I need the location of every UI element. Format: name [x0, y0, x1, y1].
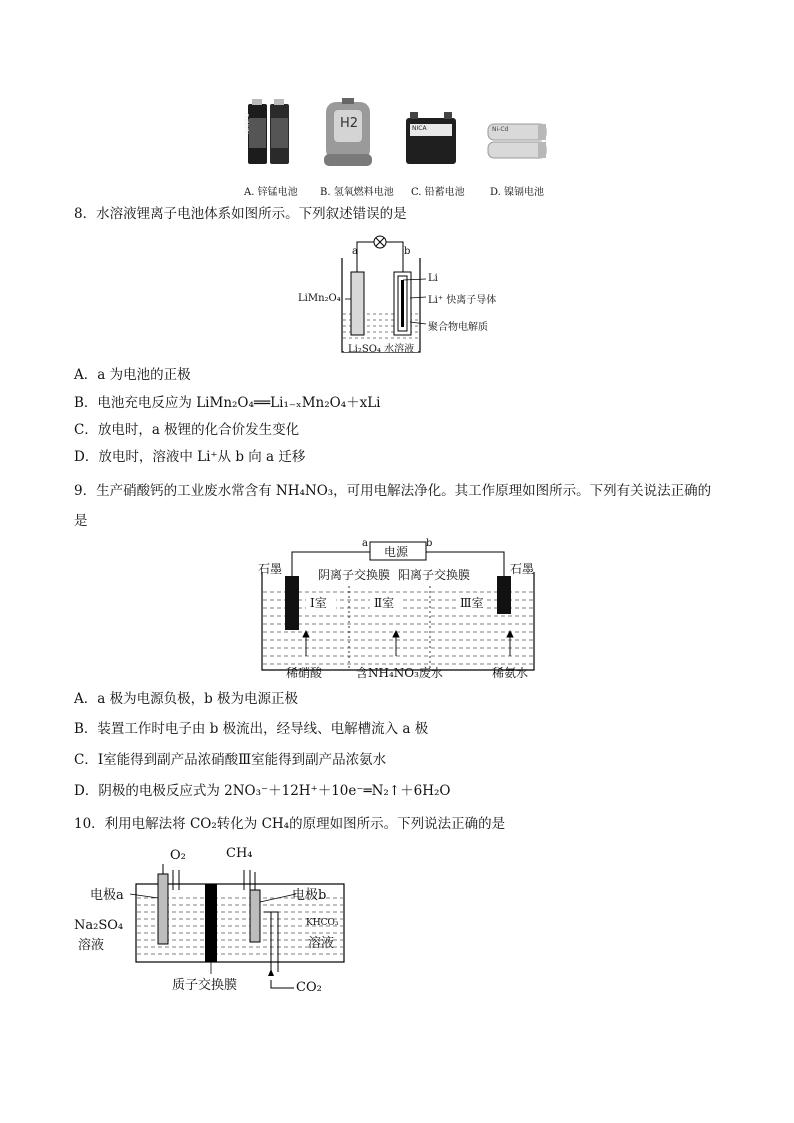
- q8-diagram: [290, 232, 520, 357]
- caption-d: D. 镍镉电池: [490, 187, 545, 198]
- q8-label-polymer: 聚合物电解质: [428, 322, 488, 333]
- fuel-cell-mark: H2: [340, 116, 359, 131]
- q9-room-3: Ⅲ室: [460, 596, 484, 610]
- battery-images: [240, 96, 560, 196]
- nickel-cadmium-mark: Ni-Cd: [492, 126, 509, 133]
- q9-dilute-nitric-acid: 稀硝酸: [286, 666, 323, 680]
- q9-anion-membrane: 阴离子交换膜: [318, 568, 391, 582]
- question-8-option-c: C．放电时，a 极锂的化合价发生变化: [74, 422, 300, 438]
- q8-label-b: b: [404, 246, 411, 257]
- q9-label-b: b: [426, 538, 433, 549]
- q9-label-a: a: [362, 538, 368, 549]
- question-9-stem-line1: 9．生产硝酸钙的工业废水常含有 NH₄NO₃，可用电解法净化。其工作原理如图所示。下列有关说法正确的: [74, 483, 712, 499]
- q8-label-a: a: [352, 246, 358, 257]
- q10-membrane-label: 质子交换膜: [172, 978, 238, 993]
- q9-room-1: Ⅰ室: [310, 596, 327, 610]
- question-8-stem: 8．水溶液锂离子电池体系如图所示。下列叙述错误的是: [74, 206, 407, 222]
- q9-cation-membrane: 阳离子交换膜: [398, 568, 471, 582]
- q9-graphite-left: 石墨: [258, 562, 283, 576]
- q10-na2so4: Na₂SO₄: [74, 918, 124, 933]
- q10-electrode-a: 电极a: [90, 888, 124, 903]
- q9-power-label: 电源: [384, 545, 409, 559]
- hydrogen-fuel-cell-image: [320, 96, 376, 168]
- question-9-stem-line2: 是: [74, 513, 88, 529]
- lead-acid-brand-mark: NICA: [412, 125, 427, 132]
- q10-co2-label: CO₂: [296, 980, 322, 995]
- caption-a: A. 锌锰电池: [244, 187, 298, 198]
- question-9-option-a: A．a 极为电源负极，b 极为电源正极: [74, 691, 299, 707]
- caption-b: B. 氢氧燃料电池: [320, 187, 394, 198]
- question-9-option-c: C．Ⅰ室能得到副产品浓硝酸Ⅲ室能得到副产品浓氨水: [74, 752, 387, 768]
- q9-dilute-ammonia: 稀氨水: [492, 666, 529, 680]
- lead-acid-battery-image: [404, 110, 458, 166]
- question-8-option-a: A．a 为电池的正极: [74, 367, 191, 383]
- q9-waste-water: 含NH₄NO₃废水: [356, 666, 443, 680]
- q8-label-solution: Li₂SO₄ 水溶液: [348, 344, 415, 355]
- caption-c: C. 铅蓄电池: [411, 187, 465, 198]
- q9-diagram: [256, 536, 540, 682]
- q10-electrode-b: 电极b: [292, 888, 327, 903]
- question-10-stem: 10．利用电解法将 CO₂转化为 CH₄的原理如图所示。下列说法正确的是: [74, 816, 506, 832]
- zinc-manganese-battery-image: [246, 98, 292, 166]
- q8-label-conductor: Li⁺ 快离子导体: [428, 295, 497, 306]
- q10-o2-label: O₂: [170, 848, 186, 863]
- q10-solution-left: 溶液: [78, 938, 105, 953]
- question-8-option-d: D．放电时，溶液中 Li⁺从 b 向 a 迁移: [74, 449, 306, 465]
- q8-label-li: Li: [428, 273, 438, 284]
- q10-ch4-label: CH₄: [226, 846, 253, 861]
- q10-khco3: KHCO₃: [306, 918, 339, 928]
- q8-label-limn2o4: LiMn₂O₄: [298, 293, 341, 304]
- q9-graphite-right: 石墨: [510, 562, 535, 576]
- q9-room-2: Ⅱ室: [374, 596, 395, 610]
- question-8-option-b: B．电池充电反应为 LiMn₂O₄══Li₁₋ₓMn₂O₄＋xLi: [74, 395, 381, 411]
- question-9-option-d: D．阴极的电极反应式为 2NO₃⁻＋12H⁺＋10e⁻═N₂↑＋6H₂O: [74, 783, 451, 799]
- question-9-option-b: B．装置工作时电子由 b 极流出，经导线、电解槽流入 a 极: [74, 721, 429, 737]
- q10-diagram: [70, 842, 360, 1002]
- q10-solution-right: 溶液: [308, 936, 335, 951]
- zinc-brand-mark: NANFU: [244, 113, 251, 134]
